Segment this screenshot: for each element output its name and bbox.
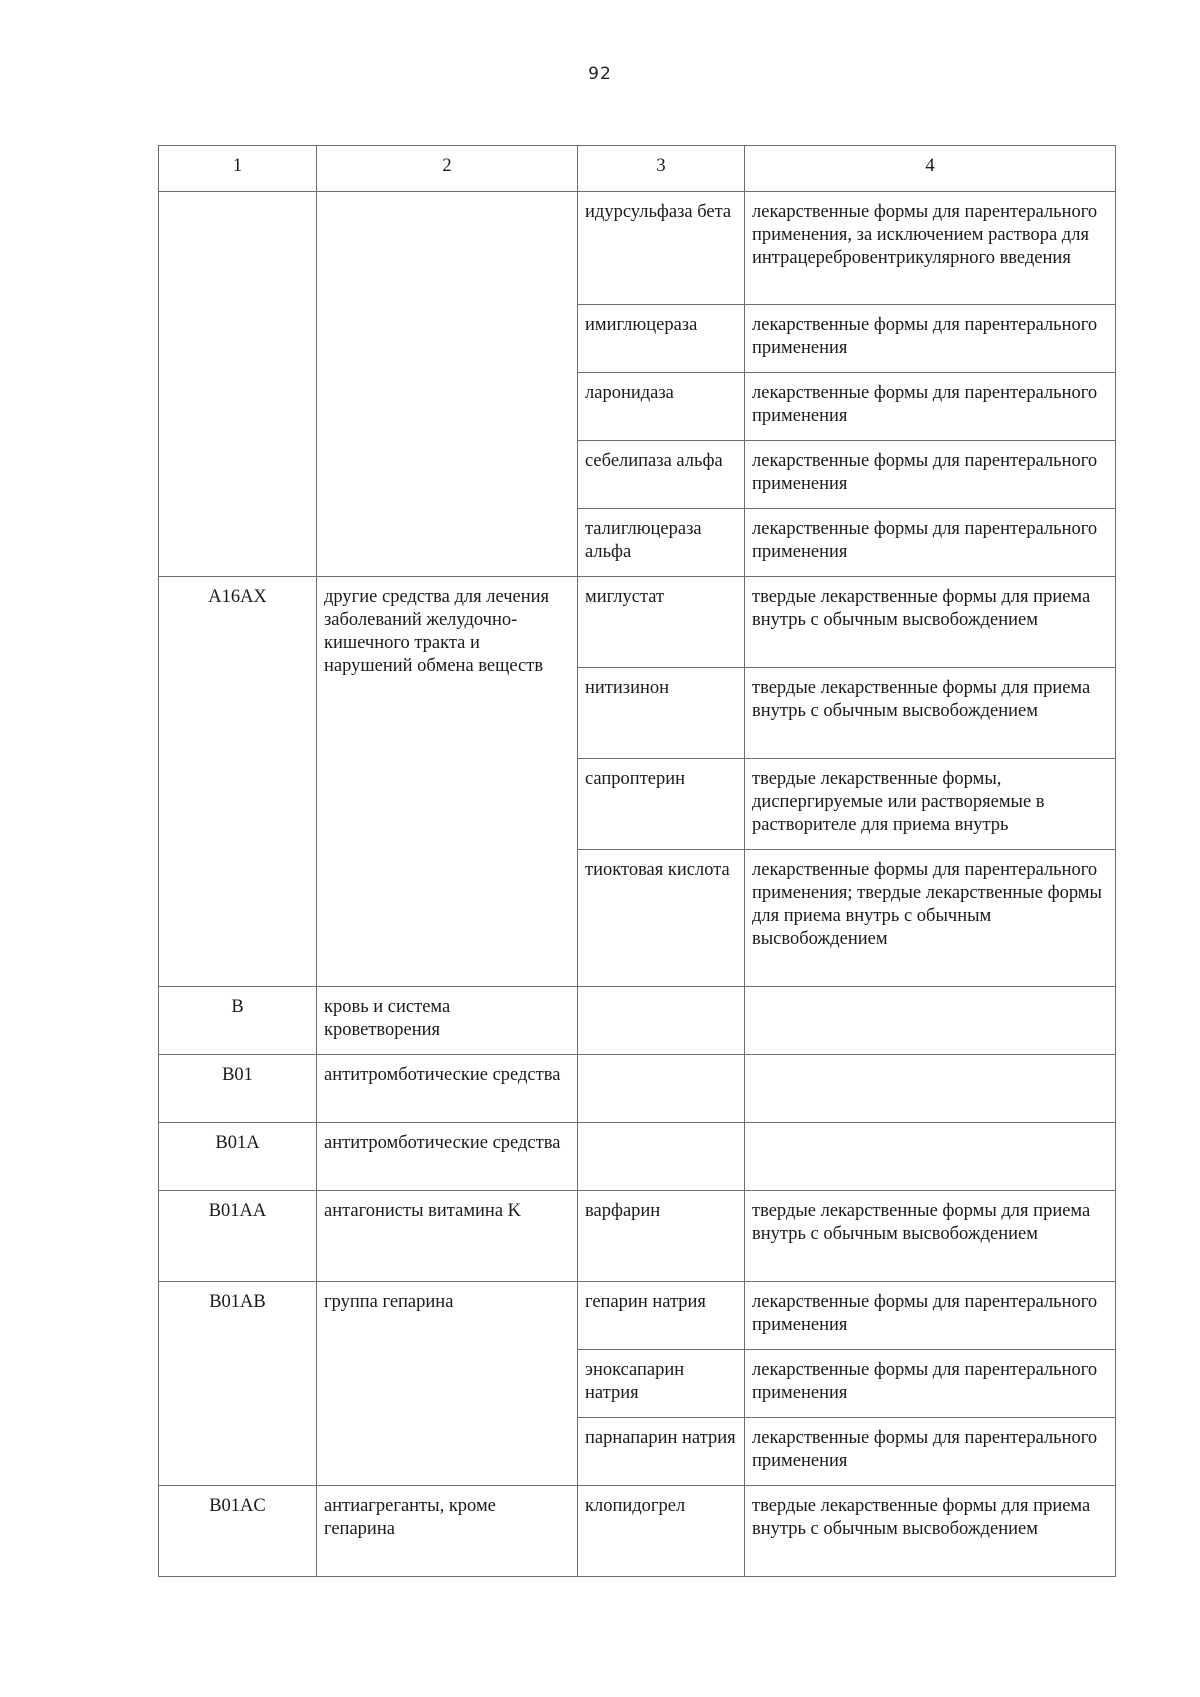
drug-name-cell: тиоктовая кислота [578,850,745,987]
atc-code-cell: B01AB [159,1282,317,1486]
dosage-form-cell: лекарственные формы для парентерального применения; твердые лекарственные формы для приема внутрь с обычным высвобождением [745,850,1116,987]
dosage-form-cell: твердые лекарственные формы для приема внутрь с обычным высвобождением [745,1486,1116,1577]
drug-name-cell: клопидогрел [578,1486,745,1577]
drug-name-cell: себелипаза альфа [578,441,745,509]
drug-name-cell: ларонидаза [578,373,745,441]
anatomical-group-cell: антитромботические средства [317,1055,578,1123]
dosage-form-cell: твердые лекарственные формы для приема внутрь с обычным высвобождением [745,1191,1116,1282]
table-row [159,1282,1116,1350]
anatomical-group-cell [317,192,578,577]
drug-name-cell: нитизинон [578,668,745,759]
dosage-form-cell [745,1055,1116,1123]
dosage-form-cell: лекарственные формы для парентерального применения [745,441,1116,509]
atc-code-cell: B01 [159,1055,317,1123]
column-header-2: 2 [317,146,578,192]
drug-name-cell: миглустат [578,577,745,668]
table-row [159,1055,1116,1123]
drug-name-cell [578,987,745,1055]
drug-name-cell: талиглюцераза альфа [578,509,745,577]
atc-code-cell [159,192,317,577]
drug-name-cell: сапроптерин [578,759,745,850]
column-header-1: 1 [159,146,317,192]
dosage-form-cell: твердые лекарственные формы, диспергируемые или растворяемые в растворителе для приема внутрь [745,759,1116,850]
atc-code-cell: B01A [159,1123,317,1191]
atc-code-cell: B [159,987,317,1055]
dosage-form-cell: лекарственные формы для парентерального применения [745,1350,1116,1418]
atc-code-cell: A16AX [159,577,317,987]
anatomical-group-cell: кровь и система кроветворения [317,987,578,1055]
drug-name-cell [578,1055,745,1123]
atc-code-cell: B01AA [159,1191,317,1282]
dosage-form-cell [745,1123,1116,1191]
table-row [159,1486,1116,1577]
drug-name-cell: парнапарин натрия [578,1418,745,1486]
dosage-form-cell: лекарственные формы для парентерального применения, за исключением раствора для интрацеребровентрикулярного введения [745,192,1116,305]
anatomical-group-cell: группа гепарина [317,1282,578,1486]
dosage-form-cell: лекарственные формы для парентерального применения [745,1418,1116,1486]
drug-name-cell: эноксапарин натрия [578,1350,745,1418]
column-header-4: 4 [745,146,1116,192]
table-row [159,192,1116,305]
dosage-form-cell [745,987,1116,1055]
page-number: 92 [588,64,612,84]
dosage-form-cell: твердые лекарственные формы для приема внутрь с обычным высвобождением [745,668,1116,759]
table-row [159,987,1116,1055]
drug-name-cell: имиглюцераза [578,305,745,373]
anatomical-group-cell: антиагреганты, кроме гепарина [317,1486,578,1577]
dosage-form-cell: лекарственные формы для парентерального применения [745,1282,1116,1350]
drug-name-cell: варфарин [578,1191,745,1282]
drug-list-table [158,145,1116,1577]
column-header-3: 3 [578,146,745,192]
dosage-form-cell: лекарственные формы для парентерального применения [745,509,1116,577]
dosage-form-cell: лекарственные формы для парентерального применения [745,305,1116,373]
dosage-form-cell: твердые лекарственные формы для приема внутрь с обычным высвобождением [745,577,1116,668]
dosage-form-cell: лекарственные формы для парентерального применения [745,373,1116,441]
drug-name-cell: идурсульфаза бета [578,192,745,305]
table-row [159,577,1116,668]
table-header-row [159,146,1116,192]
drug-name-cell [578,1123,745,1191]
anatomical-group-cell: другие средства для лечения заболеваний желудочно-кишечного тракта и нарушений обмена веществ [317,577,578,987]
drug-name-cell: гепарин натрия [578,1282,745,1350]
table-row [159,1191,1116,1282]
anatomical-group-cell: антитромботические средства [317,1123,578,1191]
table-row [159,1123,1116,1191]
anatomical-group-cell: антагонисты витамина K [317,1191,578,1282]
atc-code-cell: B01AC [159,1486,317,1577]
table-body [159,192,1116,1577]
